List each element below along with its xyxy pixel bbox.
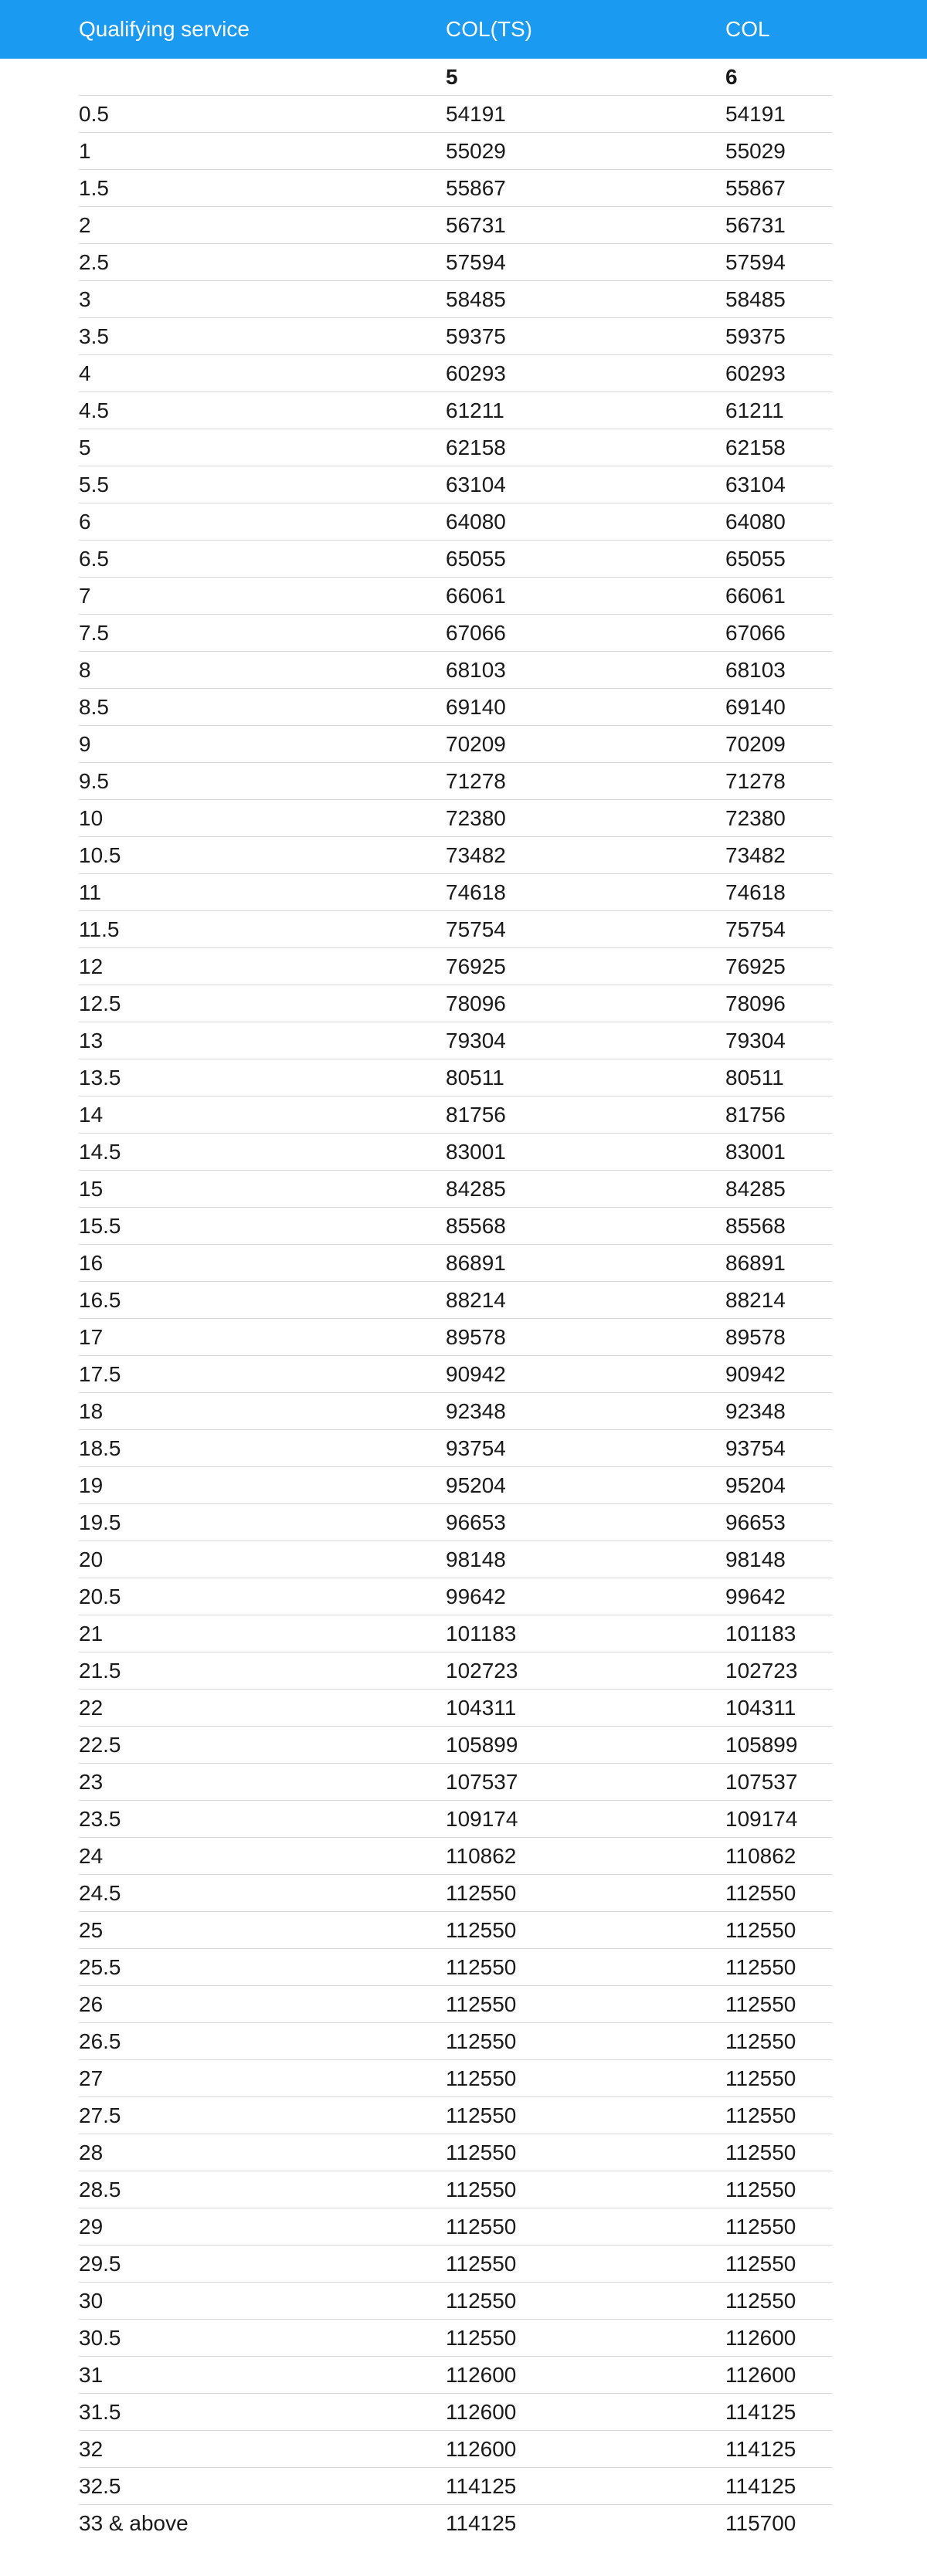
cell-qualifying-service: 12 xyxy=(0,948,446,985)
table-row xyxy=(0,96,927,133)
cell-qualifying-service: 29.5 xyxy=(0,2246,446,2283)
cell-col: 112550 xyxy=(725,1949,927,1986)
table-row xyxy=(0,948,927,985)
cell-col-ts: 67066 xyxy=(446,615,725,652)
table-row xyxy=(0,763,927,800)
cell-col: 109174 xyxy=(725,1801,927,1838)
table-row xyxy=(0,800,927,837)
table-row xyxy=(0,244,927,281)
cell-qualifying-service: 19.5 xyxy=(0,1504,446,1541)
table-row xyxy=(0,503,927,541)
cell-col-ts: 68103 xyxy=(446,652,725,689)
cell-col-ts: 78096 xyxy=(446,985,725,1022)
cell-col: 112550 xyxy=(725,2023,927,2060)
table-row xyxy=(0,1393,927,1430)
cell-col-ts: 62158 xyxy=(446,429,725,466)
cell-col-ts: 84285 xyxy=(446,1171,725,1208)
cell-qualifying-service: 31 xyxy=(0,2357,446,2394)
table-row xyxy=(0,355,927,392)
cell-col-ts: 105899 xyxy=(446,1727,725,1764)
cell-col: 112550 xyxy=(725,2060,927,2097)
cell-qualifying-service: 27.5 xyxy=(0,2097,446,2134)
table-row xyxy=(0,1171,927,1208)
cell-qualifying-service: 5 xyxy=(0,429,446,466)
cell-col-ts: 59375 xyxy=(446,318,725,355)
cell-col-ts: 65055 xyxy=(446,541,725,578)
cell-qualifying-service: 23 xyxy=(0,1764,446,1801)
cell-col-ts: 112600 xyxy=(446,2394,725,2431)
table-row xyxy=(0,1764,927,1801)
cell-col-ts: 112600 xyxy=(446,2431,725,2468)
cell-qualifying-service: 30.5 xyxy=(0,2320,446,2357)
table-row xyxy=(0,1875,927,1912)
table-row xyxy=(0,837,927,874)
table-row xyxy=(0,2431,927,2468)
cell-qualifying-service: 26 xyxy=(0,1986,446,2023)
cell-qualifying-service: 21.5 xyxy=(0,1652,446,1690)
table-row xyxy=(0,1096,927,1134)
cell-col: 96653 xyxy=(725,1504,927,1541)
cell-col: 86891 xyxy=(725,1245,927,1282)
cell-col-ts: 69140 xyxy=(446,689,725,726)
cell-col-ts: 71278 xyxy=(446,763,725,800)
cell-col-ts: 54191 xyxy=(446,96,725,133)
cell-qualifying-service: 30 xyxy=(0,2283,446,2320)
table-row xyxy=(0,1208,927,1245)
header-col: COL xyxy=(725,17,770,41)
cell-qualifying-service: 0.5 xyxy=(0,96,446,133)
table-row xyxy=(0,318,927,355)
cell-col-ts: 112600 xyxy=(446,2357,725,2394)
cell-col-ts: 70209 xyxy=(446,726,725,763)
cell-qualifying-service: 17 xyxy=(0,1319,446,1356)
cell-qualifying-service: 12.5 xyxy=(0,985,446,1022)
cell-qualifying-service: 16.5 xyxy=(0,1282,446,1319)
cell-col-ts: 98148 xyxy=(446,1541,725,1578)
cell-qualifying-service: 9.5 xyxy=(0,763,446,800)
cell-col: 101183 xyxy=(725,1615,927,1652)
table-row xyxy=(0,2468,927,2505)
subheader-cell-service xyxy=(0,59,446,96)
table-body xyxy=(0,59,927,2542)
table-row xyxy=(0,1245,927,1282)
cell-col-ts: 83001 xyxy=(446,1134,725,1171)
subheader-cell-col-ts: 5 xyxy=(446,59,725,96)
table-row xyxy=(0,726,927,763)
cell-col: 72380 xyxy=(725,800,927,837)
cell-qualifying-service: 16 xyxy=(0,1245,446,1282)
cell-col-ts: 110862 xyxy=(446,1838,725,1875)
cell-qualifying-service: 10 xyxy=(0,800,446,837)
cell-col: 60293 xyxy=(725,355,927,392)
cell-col: 114125 xyxy=(725,2394,927,2431)
cell-col-ts: 89578 xyxy=(446,1319,725,1356)
cell-qualifying-service: 26.5 xyxy=(0,2023,446,2060)
cell-qualifying-service: 13 xyxy=(0,1022,446,1059)
cell-qualifying-service: 32.5 xyxy=(0,2468,446,2505)
cell-col: 107537 xyxy=(725,1764,927,1801)
cell-col-ts: 64080 xyxy=(446,503,725,541)
cell-col-ts: 60293 xyxy=(446,355,725,392)
cell-col: 71278 xyxy=(725,763,927,800)
header-row xyxy=(0,0,927,59)
cell-col-ts: 81756 xyxy=(446,1096,725,1134)
cell-col-ts: 107537 xyxy=(446,1764,725,1801)
cell-col: 55029 xyxy=(725,133,927,170)
cell-col: 78096 xyxy=(725,985,927,1022)
table-row xyxy=(0,2060,927,2097)
cell-col: 63104 xyxy=(725,466,927,503)
cell-col-ts: 112550 xyxy=(446,2171,725,2208)
cell-qualifying-service: 4.5 xyxy=(0,392,446,429)
table-row xyxy=(0,1504,927,1541)
table-row xyxy=(0,207,927,244)
subheader-cell-col: 6 xyxy=(725,59,927,96)
table-row xyxy=(0,689,927,726)
cell-col: 67066 xyxy=(725,615,927,652)
cell-qualifying-service: 3.5 xyxy=(0,318,446,355)
cell-col-ts: 112550 xyxy=(446,1949,725,1986)
cell-col-ts: 112550 xyxy=(446,2208,725,2246)
cell-col: 112550 xyxy=(725,2171,927,2208)
cell-col-ts: 109174 xyxy=(446,1801,725,1838)
table-row xyxy=(0,1801,927,1838)
table-row xyxy=(0,1319,927,1356)
table-row xyxy=(0,2023,927,2060)
cell-col: 69140 xyxy=(725,689,927,726)
cell-col-ts: 80511 xyxy=(446,1059,725,1096)
cell-qualifying-service: 7.5 xyxy=(0,615,446,652)
cell-col-ts: 92348 xyxy=(446,1393,725,1430)
cell-col-ts: 112550 xyxy=(446,1912,725,1949)
table-row xyxy=(0,1356,927,1393)
cell-col: 114125 xyxy=(725,2468,927,2505)
cell-qualifying-service: 7 xyxy=(0,578,446,615)
cell-col-ts: 86891 xyxy=(446,1245,725,1282)
cell-qualifying-service: 25 xyxy=(0,1912,446,1949)
header-qualifying-service: Qualifying service xyxy=(79,17,250,41)
table-row xyxy=(0,2246,927,2283)
cell-col: 93754 xyxy=(725,1430,927,1467)
cell-qualifying-service: 10.5 xyxy=(0,837,446,874)
cell-col-ts: 56731 xyxy=(446,207,725,244)
cell-qualifying-service: 14 xyxy=(0,1096,446,1134)
table-row xyxy=(0,1541,927,1578)
table-header xyxy=(0,0,927,59)
cell-qualifying-service: 33 & above xyxy=(79,2511,188,2535)
table-row xyxy=(0,874,927,911)
cell-col: 58485 xyxy=(725,281,927,318)
cell-qualifying-service: 17.5 xyxy=(0,1356,446,1393)
cell-col: 80511 xyxy=(725,1059,927,1096)
cell-col: 81756 xyxy=(725,1096,927,1134)
cell-qualifying-service: 25.5 xyxy=(0,1949,446,1986)
table-row xyxy=(0,1578,927,1615)
table-row xyxy=(0,1282,927,1319)
cell-col: 76925 xyxy=(725,948,927,985)
cell-col: 83001 xyxy=(725,1134,927,1171)
table-row xyxy=(0,2394,927,2431)
cell-qualifying-service: 11.5 xyxy=(0,911,446,948)
cell-col-ts: 112550 xyxy=(446,1875,725,1912)
table-row xyxy=(0,1652,927,1690)
table-row xyxy=(0,170,927,207)
cell-qualifying-service: 2.5 xyxy=(0,244,446,281)
cell-col: 84285 xyxy=(725,1171,927,1208)
table-row xyxy=(0,1134,927,1171)
cell-col: 70209 xyxy=(725,726,927,763)
cell-qualifying-service: 18.5 xyxy=(0,1430,446,1467)
cell-col-ts: 112550 xyxy=(446,1986,725,2023)
cell-qualifying-service: 22.5 xyxy=(0,1727,446,1764)
cell-col: 112550 xyxy=(725,2283,927,2320)
cell-col: 92348 xyxy=(725,1393,927,1430)
cell-col: 65055 xyxy=(725,541,927,578)
cell-col-ts: 96653 xyxy=(446,1504,725,1541)
cell-col-ts: 112550 xyxy=(446,2246,725,2283)
cell-qualifying-service: 9 xyxy=(0,726,446,763)
header-col-ts: COL(TS) xyxy=(446,17,532,41)
subheader-row xyxy=(0,59,927,96)
table-row xyxy=(0,1430,927,1467)
cell-qualifying-service: 3 xyxy=(0,281,446,318)
table-row xyxy=(0,1727,927,1764)
cell-qualifying-service: 8 xyxy=(0,652,446,689)
cell-col-ts: 79304 xyxy=(446,1022,725,1059)
cell-qualifying-service: 32 xyxy=(0,2431,446,2468)
table-row xyxy=(0,2171,927,2208)
cell-col: 90942 xyxy=(725,1356,927,1393)
table-row xyxy=(0,1912,927,1949)
cell-col: 112550 xyxy=(725,2097,927,2134)
cell-col-ts: 58485 xyxy=(446,281,725,318)
table-row xyxy=(0,281,927,318)
cell-col-ts: 73482 xyxy=(446,837,725,874)
cell-qualifying-service: 2 xyxy=(0,207,446,244)
cell-col-ts: 112550 xyxy=(446,2283,725,2320)
cell-col: 85568 xyxy=(725,1208,927,1245)
table-row xyxy=(0,985,927,1022)
table-row xyxy=(0,133,927,170)
cell-col: 62158 xyxy=(725,429,927,466)
table-row xyxy=(0,2097,927,2134)
table-row xyxy=(0,1949,927,1986)
cell-col: 112550 xyxy=(725,1986,927,2023)
cell-col-ts: 95204 xyxy=(446,1467,725,1504)
cell-col: 95204 xyxy=(725,1467,927,1504)
cell-col-ts: 85568 xyxy=(446,1208,725,1245)
cell-col: 88214 xyxy=(725,1282,927,1319)
cell-qualifying-service: 8.5 xyxy=(0,689,446,726)
cell-col-ts: 55867 xyxy=(446,170,725,207)
cell-col-ts: 101183 xyxy=(446,1615,725,1652)
cell-col: 89578 xyxy=(725,1319,927,1356)
cell-qualifying-service: 20.5 xyxy=(0,1578,446,1615)
cell-col-ts: 55029 xyxy=(446,133,725,170)
cell-col: 56731 xyxy=(725,207,927,244)
cell-col-ts: 102723 xyxy=(446,1652,725,1690)
table-row xyxy=(0,392,927,429)
table-row xyxy=(0,466,927,503)
table-row xyxy=(0,2505,927,2542)
cell-qualifying-service: 21 xyxy=(0,1615,446,1652)
table-row xyxy=(0,2357,927,2394)
cell-qualifying-service: 11 xyxy=(0,874,446,911)
cell-qualifying-service: 27 xyxy=(0,2060,446,2097)
cell-col: 79304 xyxy=(725,1022,927,1059)
table-row xyxy=(0,2134,927,2171)
cell-qualifying-service: 18 xyxy=(0,1393,446,1430)
cell-col: 114125 xyxy=(725,2431,927,2468)
table-row xyxy=(0,1838,927,1875)
cell-qualifying-service: 6.5 xyxy=(0,541,446,578)
table-row xyxy=(0,1690,927,1727)
cell-col-ts: 72380 xyxy=(446,800,725,837)
table-row xyxy=(0,429,927,466)
cell-col: 99642 xyxy=(725,1578,927,1615)
cell-col: 112600 xyxy=(725,2320,927,2357)
cell-qualifying-service: 4 xyxy=(0,355,446,392)
cell-qualifying-service: 6 xyxy=(0,503,446,541)
cell-col-ts: 104311 xyxy=(446,1690,725,1727)
cell-qualifying-service: 23.5 xyxy=(0,1801,446,1838)
table-row xyxy=(0,911,927,948)
cell-col: 112550 xyxy=(725,2208,927,2246)
cell-col: 59375 xyxy=(725,318,927,355)
cell-col: 112550 xyxy=(725,2134,927,2171)
cell-col: 112550 xyxy=(725,1912,927,1949)
cell-col-ts: 61211 xyxy=(446,392,725,429)
table-row xyxy=(0,615,927,652)
cell-col-ts: 88214 xyxy=(446,1282,725,1319)
table-row xyxy=(0,1059,927,1096)
cell-col-ts: 57594 xyxy=(446,244,725,281)
cell-qualifying-service: 28.5 xyxy=(0,2171,446,2208)
cell-col: 64080 xyxy=(725,503,927,541)
cell-col: 98148 xyxy=(725,1541,927,1578)
cell-col-ts: 114125 xyxy=(446,2511,517,2535)
cell-qualifying-service: 5.5 xyxy=(0,466,446,503)
table-row xyxy=(0,1022,927,1059)
table-row xyxy=(0,1615,927,1652)
cell-col: 115700 xyxy=(725,2511,796,2535)
table-row xyxy=(0,1467,927,1504)
cell-qualifying-service: 15.5 xyxy=(0,1208,446,1245)
cell-col: 110862 xyxy=(725,1838,927,1875)
cell-qualifying-service: 15 xyxy=(0,1171,446,1208)
table-row xyxy=(0,578,927,615)
cell-col-ts: 112550 xyxy=(446,2320,725,2357)
cell-qualifying-service: 31.5 xyxy=(0,2394,446,2431)
cell-col-ts: 76925 xyxy=(446,948,725,985)
cell-col: 102723 xyxy=(725,1652,927,1690)
cell-col: 55867 xyxy=(725,170,927,207)
cell-qualifying-service: 14.5 xyxy=(0,1134,446,1171)
cell-col-ts: 112550 xyxy=(446,2134,725,2171)
cell-qualifying-service: 1 xyxy=(0,133,446,170)
cell-col-ts: 74618 xyxy=(446,874,725,911)
table-row xyxy=(0,2208,927,2246)
cell-col: 75754 xyxy=(725,911,927,948)
cell-col: 104311 xyxy=(725,1690,927,1727)
table-row xyxy=(0,2320,927,2357)
cell-qualifying-service: 22 xyxy=(0,1690,446,1727)
cell-qualifying-service: 1.5 xyxy=(0,170,446,207)
cell-col: 73482 xyxy=(725,837,927,874)
cell-col-ts: 90942 xyxy=(446,1356,725,1393)
cell-col: 112550 xyxy=(725,2246,927,2283)
cell-qualifying-service: 20 xyxy=(0,1541,446,1578)
cell-qualifying-service: 24 xyxy=(0,1838,446,1875)
cell-col: 112600 xyxy=(725,2357,927,2394)
table-row xyxy=(0,1986,927,2023)
cell-col: 61211 xyxy=(725,392,927,429)
cell-col: 66061 xyxy=(725,578,927,615)
table-row xyxy=(0,541,927,578)
cell-col-ts: 112550 xyxy=(446,2060,725,2097)
cell-col: 57594 xyxy=(725,244,927,281)
cell-col: 74618 xyxy=(725,874,927,911)
table-row xyxy=(0,652,927,689)
cell-col-ts: 99642 xyxy=(446,1578,725,1615)
cell-col-ts: 93754 xyxy=(446,1430,725,1467)
table-row xyxy=(0,2283,927,2320)
cell-col-ts: 112550 xyxy=(446,2023,725,2060)
cell-qualifying-service: 19 xyxy=(0,1467,446,1504)
cell-col-ts: 112550 xyxy=(446,2097,725,2134)
cell-col-ts: 114125 xyxy=(446,2468,725,2505)
cell-col: 105899 xyxy=(725,1727,927,1764)
cell-col-ts: 75754 xyxy=(446,911,725,948)
cell-qualifying-service: 13.5 xyxy=(0,1059,446,1096)
cell-col: 54191 xyxy=(725,96,927,133)
cell-qualifying-service: 24.5 xyxy=(0,1875,446,1912)
cell-qualifying-service: 29 xyxy=(0,2208,446,2246)
cell-col-ts: 63104 xyxy=(446,466,725,503)
cell-col-ts: 66061 xyxy=(446,578,725,615)
cell-qualifying-service: 28 xyxy=(0,2134,446,2171)
cell-col: 112550 xyxy=(725,1875,927,1912)
cell-col: 68103 xyxy=(725,652,927,689)
